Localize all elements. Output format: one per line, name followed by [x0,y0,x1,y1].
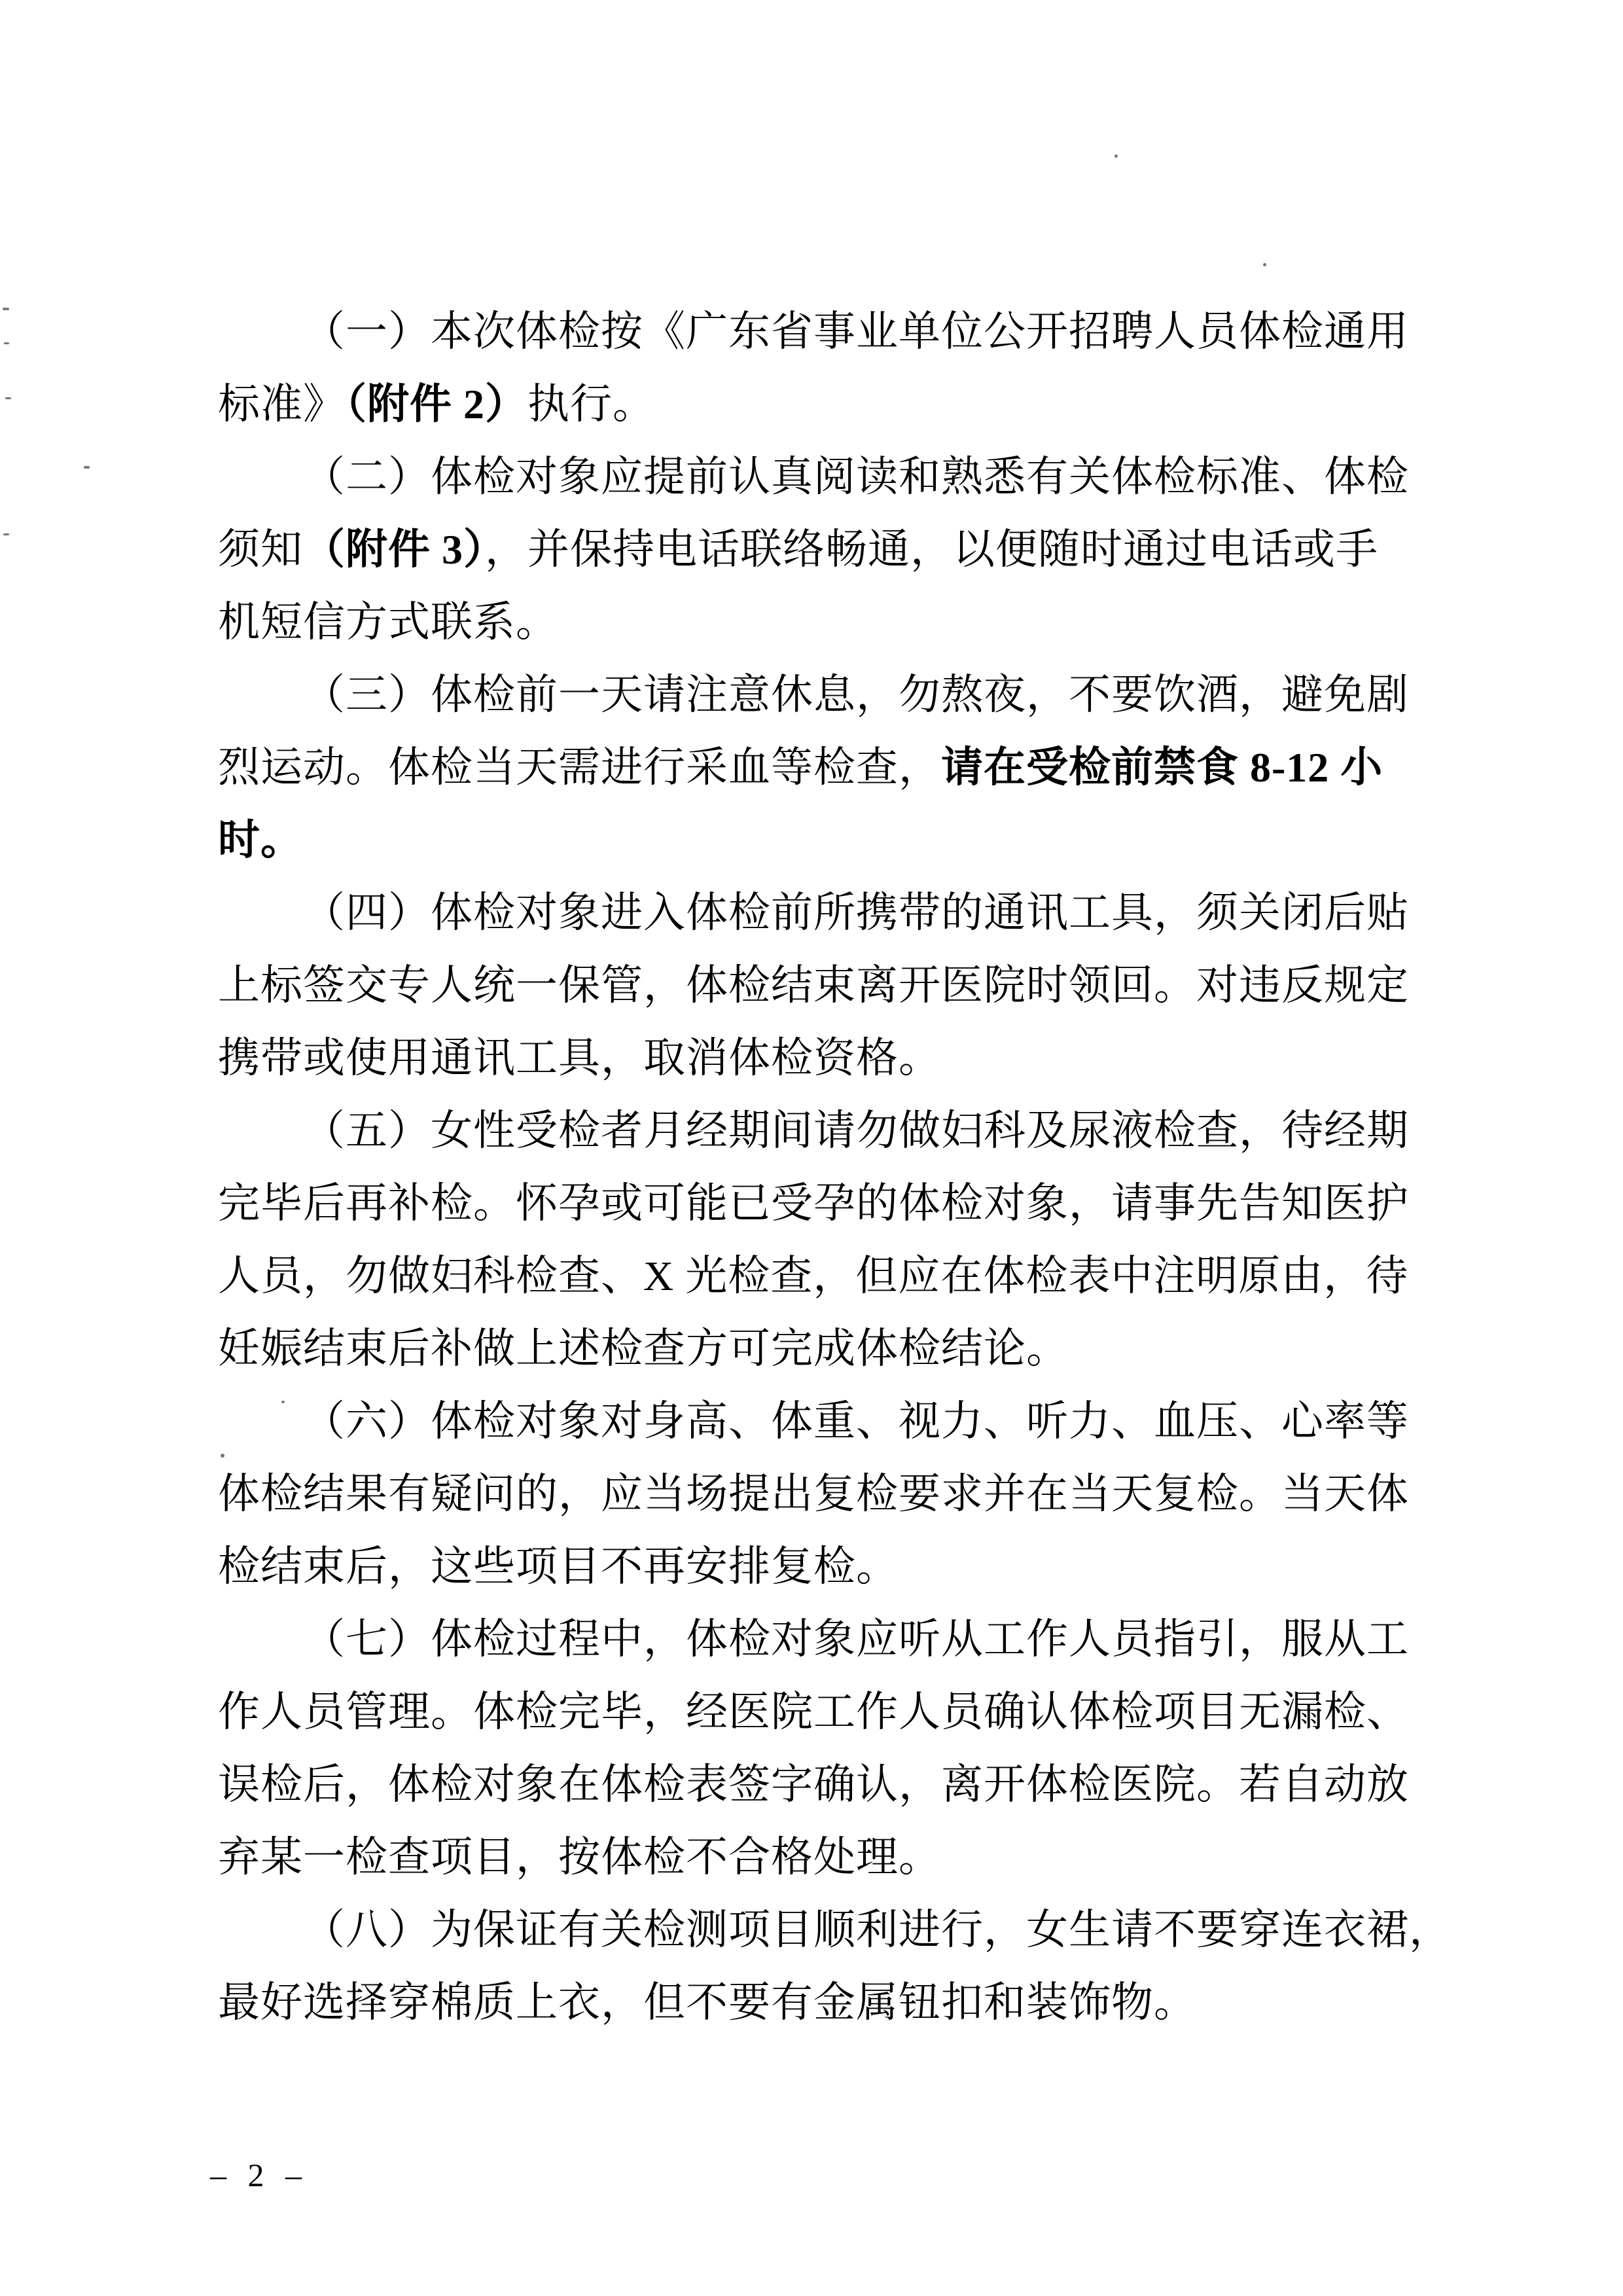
text-line [218,658,1416,731]
text-run: （五）女性受检者月经期间请勿做妇科及尿液检查，待经期 [303,1107,1409,1154]
text-line [218,368,1416,440]
scan-speckle [5,397,11,399]
text-run: 妊娠结束后补做上述检查方可完成体检结论。 [218,1325,1069,1372]
text-run: （四）体检对象进入体检前所携带的通讯工具，须关闭后贴 [303,889,1409,936]
text-run: （七）体检过程中，体检对象应听从工作人员指引，服从工 [303,1616,1409,1662]
text-line [218,804,1416,876]
text-run: 烈运动。体检当天需进行采血等检查， [218,744,941,791]
text-line [218,1022,1416,1094]
scan-speckle [1263,263,1266,266]
text-line [218,1676,1416,1748]
text-line [218,1821,1416,1893]
text-run: 上标签交专人统一保管，体检结束离开医院时领回。对违反规定 [218,962,1409,1009]
text-run: 误检后，体检对象在体检表签字确认，离开体检医院。若自动放 [218,1761,1409,1808]
text-run: 标准》 [218,381,346,427]
text-line [218,1893,1452,1966]
text-run: 体检结果有疑问的，应当场提出复检要求并在当天复检。当天体 [218,1471,1409,1517]
scan-speckle [84,466,90,469]
text-line [218,1167,1416,1240]
text-line [218,1458,1416,1530]
text-line [218,876,1416,949]
text-line [218,586,1416,658]
bold-text-run: （附件 2） [346,381,527,427]
document-body [218,295,1452,2039]
text-line [218,513,1416,586]
text-run: 须知 [218,526,303,573]
bold-text-run: 请在受检前禁食 8-12 小 [941,744,1383,791]
scan-speckle [4,342,9,344]
text-line [218,1603,1416,1676]
text-line [218,1966,1416,2039]
bold-text-run: （附件 3） [303,526,485,573]
text-line [218,731,1416,804]
text-line [218,1312,1416,1385]
text-run: （三）体检前一天请注意休息，勿熬夜，不要饮酒，避免剧 [303,672,1409,718]
scan-speckle [3,533,9,535]
text-run: 携带或使用通讯工具，取消体检资格。 [218,1035,941,1081]
text-line [218,440,1416,513]
text-run: 机短信方式联系。 [218,599,558,645]
text-run: 执行。 [527,381,655,427]
text-run: ，并保持电话联络畅通，以便随时通过电话或手 [485,526,1378,573]
text-run: 人员，勿做妇科检查、X 光检查，但应在体检表中注明原由，待 [218,1253,1409,1299]
text-run: （一）本次体检按《广东省事业单位公开招聘人员体检通用 [303,308,1409,355]
scan-speckle [3,308,9,310]
text-run: （六）体检对象对身高、体重、视力、听力、血压、心率等 [303,1398,1409,1444]
text-run: 作人员管理。体检完毕，经医院工作人员确认体检项目无漏检、 [218,1689,1409,1735]
text-line [218,1385,1416,1458]
text-run: （八）为保证有关检测项目顺利进行，女生请不要穿连衣裙， [303,1907,1452,1953]
text-line [218,1240,1416,1312]
text-run: 最好选择穿棉质上衣，但不要有金属钮扣和装饰物。 [218,1979,1196,2026]
bold-text-run: 时。 [218,817,303,863]
text-run: 检结束后，这些项目不再安排复检。 [218,1543,899,1590]
text-run: （二）体检对象应提前认真阅读和熟悉有关体检标准、体检 [303,454,1409,500]
text-line [218,1748,1416,1821]
text-line [218,949,1416,1022]
scan-speckle [1115,154,1118,158]
scan-speckle [221,1454,224,1458]
text-line [218,1094,1416,1167]
scan-speckle [281,1401,285,1403]
text-run: 完毕后再补检。怀孕或可能已受孕的体检对象，请事先告知医护 [218,1180,1409,1227]
text-line [218,295,1416,368]
text-run: 弃某一检查项目，按体检不合格处理。 [218,1834,941,1880]
page-number: – 2 – [210,2157,308,2193]
text-line [218,1530,1416,1603]
